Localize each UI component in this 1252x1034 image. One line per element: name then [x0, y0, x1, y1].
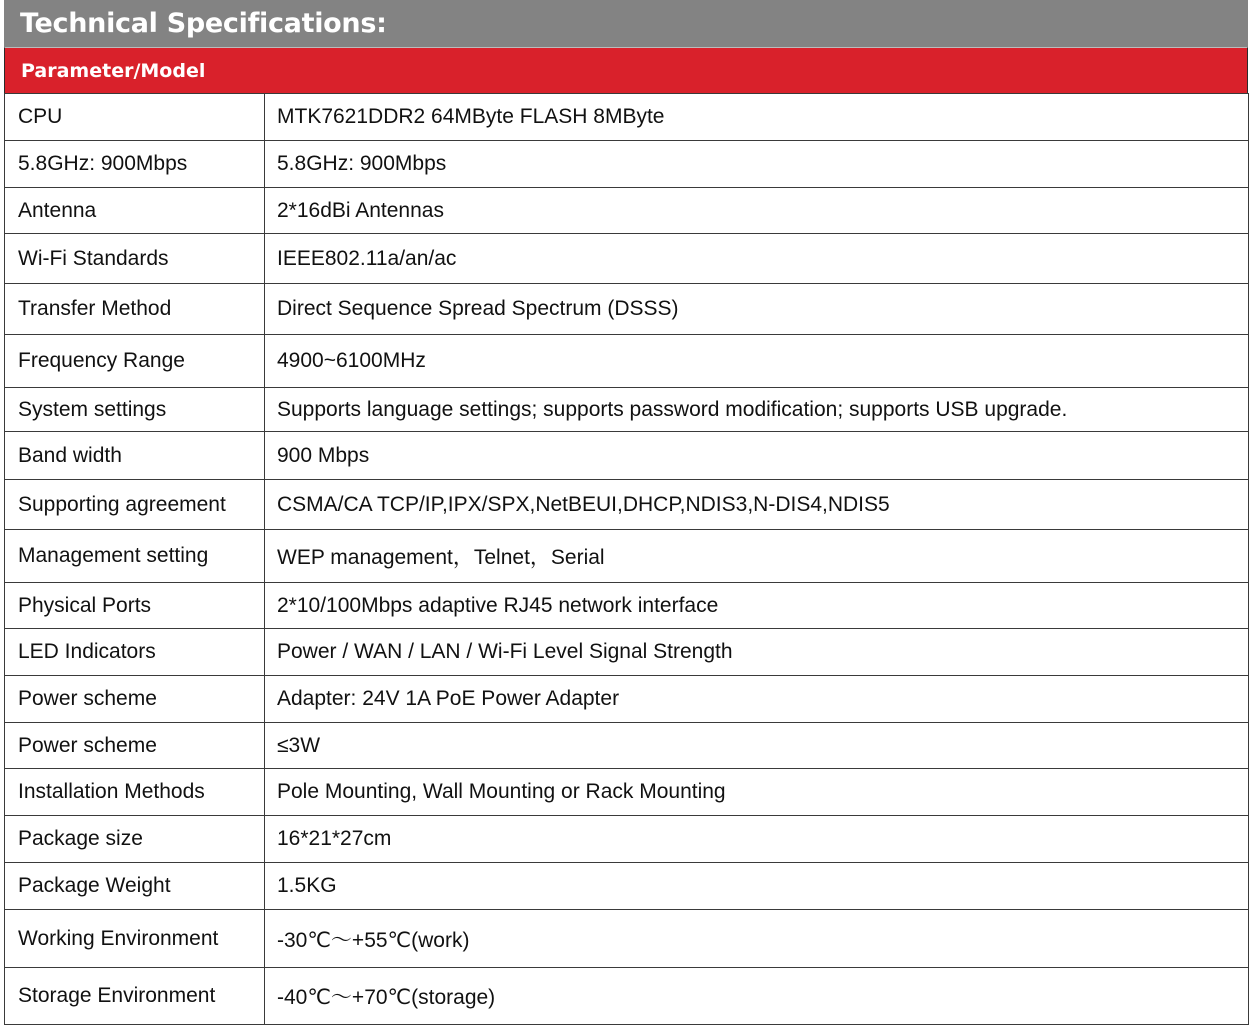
table-row [5, 583, 1249, 629]
row-label: LED Indicators [5, 629, 265, 676]
row-value: ≤3W [265, 723, 1249, 769]
row-value: IEEE802.11a/an/ac [265, 234, 1249, 284]
row-label: Power scheme [5, 723, 265, 769]
row-value: 16*21*27cm [265, 816, 1249, 863]
table-row [5, 816, 1249, 863]
table-row [5, 530, 1249, 583]
row-value: MTK7621DDR2 64MByte FLASH 8MByte [265, 94, 1249, 141]
row-label: Physical Ports [5, 583, 265, 629]
page-title: Technical Specifications: [4, 0, 1248, 47]
spec-sheet [4, 0, 1248, 1025]
row-value: Supports language settings; supports password modification; supports USB upgrade. [265, 388, 1249, 432]
row-value: 2*10/100Mbps adaptive RJ45 network interface [265, 583, 1249, 629]
table-row [5, 188, 1249, 234]
table-row [5, 432, 1249, 480]
row-label: Power scheme [5, 676, 265, 723]
table-row [5, 234, 1249, 284]
row-value: Power / WAN / LAN / Wi-Fi Level Signal Strength [265, 629, 1249, 676]
row-label: Frequency Range [5, 335, 265, 388]
row-value: 5.8GHz: 900Mbps [265, 141, 1249, 188]
row-label: Package Weight [5, 863, 265, 910]
row-value: Direct Sequence Spread Spectrum (DSSS) [265, 284, 1249, 335]
row-label: Working Environment [5, 910, 265, 968]
row-label: Supporting agreement [5, 480, 265, 530]
row-value: 1.5KG [265, 863, 1249, 910]
row-value: Pole Mounting, Wall Mounting or Rack Mounting [265, 769, 1249, 816]
table-row [5, 388, 1249, 432]
row-value: WEP management，Telnet，Serial [265, 530, 1249, 583]
row-label: Band width [5, 432, 265, 480]
table-row [5, 968, 1249, 1025]
row-label: Transfer Method [5, 284, 265, 335]
spec-table [4, 93, 1249, 1025]
row-label: System settings [5, 388, 265, 432]
row-label: Wi-Fi Standards [5, 234, 265, 284]
table-row [5, 480, 1249, 530]
row-label: Installation Methods [5, 769, 265, 816]
row-value: 2*16dBi Antennas [265, 188, 1249, 234]
row-label: Antenna [5, 188, 265, 234]
table-row [5, 141, 1249, 188]
table-row [5, 676, 1249, 723]
table-row [5, 629, 1249, 676]
row-value: -30℃～+55℃(work) [265, 910, 1249, 968]
row-value: 900 Mbps [265, 432, 1249, 480]
row-value: -40℃～+70℃(storage) [265, 968, 1249, 1025]
table-row [5, 335, 1249, 388]
row-label: Storage Environment [5, 968, 265, 1025]
table-row [5, 94, 1249, 141]
row-label: CPU [5, 94, 265, 141]
row-value: Adapter: 24V 1A PoE Power Adapter [265, 676, 1249, 723]
row-label: 5.8GHz: 900Mbps [5, 141, 265, 188]
table-row [5, 910, 1249, 968]
table-header: Parameter/Model [4, 47, 1248, 93]
row-value: 4900~6100MHz [265, 335, 1249, 388]
row-label: Management setting [5, 530, 265, 583]
table-row [5, 723, 1249, 769]
row-value: CSMA/CA TCP/IP,IPX/SPX,NetBEUI,DHCP,NDIS3,N-DIS4,NDIS5 [265, 480, 1249, 530]
table-row [5, 769, 1249, 816]
table-row [5, 863, 1249, 910]
table-row [5, 284, 1249, 335]
row-label: Package size [5, 816, 265, 863]
